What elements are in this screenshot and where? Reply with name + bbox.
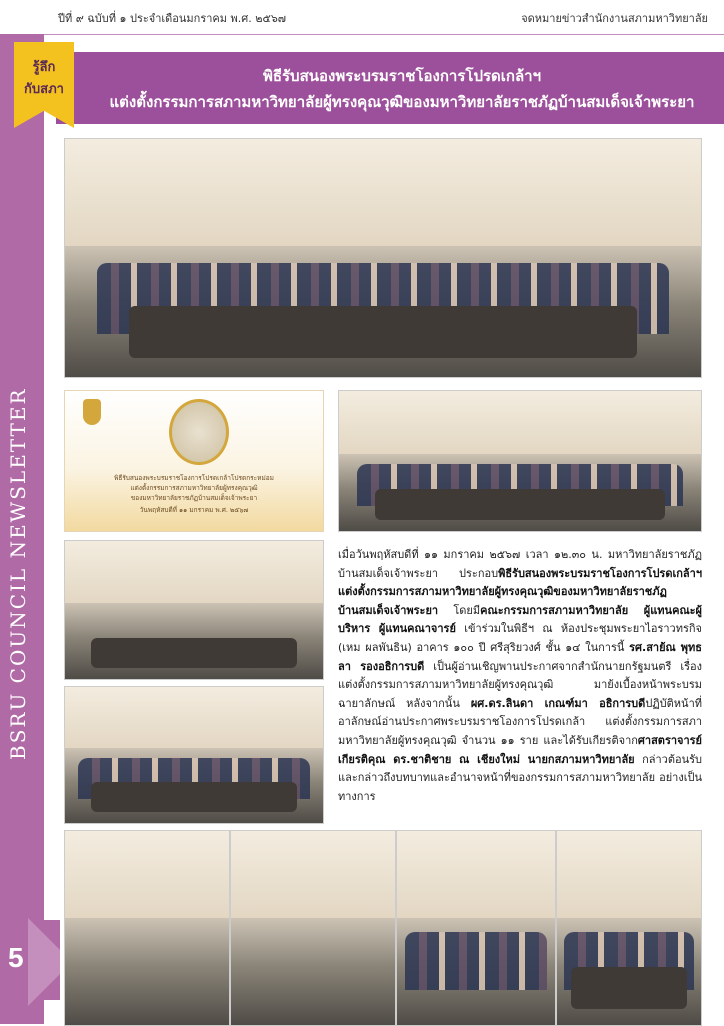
photo-table [375, 489, 665, 520]
tag-line-1: รู้ลึก [32, 60, 56, 75]
photo-speaker [64, 540, 324, 680]
photo-officer-man [230, 830, 396, 1026]
article-text: โดยมี [438, 603, 481, 617]
article-text: เข้าร่วมในพิธีฯ ณ ห้องประชุมพระยาไอราวทรกิจ (เหม ผลพันธิน) อาคาร ๑๐๐ ปี ศรีสุริยวงศ์ ชั้น ๑๔ ในการนี้ [338, 622, 702, 654]
photo-table [91, 782, 297, 812]
photo-wall [65, 541, 323, 603]
article-bold: ศาสตราจารย์เกียรติคุณ ดร.ชาติชาย ณ เชียงใหม่ นายกสภามหาวิทยาลัย [338, 733, 702, 766]
article-title-line-2: แต่งตั้งกรรมการสภามหาวิทยาลัยผู้ทรงคุณวุฒิของมหาวิทยาลัยราชภัฏบ้านสมเด็จเจ้าพระยา [109, 93, 695, 111]
article-bold: รศ.สาย้ณ พุทธลา รองอธิการบดี [338, 640, 703, 673]
article-body [338, 546, 702, 806]
article-title-line-1: พิธีรับสนองพระบรมราชโองการโปรดเกล้าฯ [262, 67, 542, 85]
article-text: กล่าวต้อนรับและกล่าวถึงบทบาทและอำนาจหน้าที่ของกรรมการสภามหาวิทยาลัย อย่างเป็นทางการ [338, 752, 702, 803]
photo-table [91, 638, 297, 668]
emblem-icon [83, 399, 101, 425]
page-header [0, 0, 724, 35]
photo-wall [65, 687, 323, 748]
photo-announcer-woman [64, 830, 230, 1026]
publication-name: จดหมายข่าวสำนักงานสภามหาวิทยาลัย [521, 12, 708, 25]
photo-wall [397, 831, 555, 918]
invite-line-4: วันพฤหัสบดีที่ ๑๑ มกราคม พ.ศ. ๒๕๖๗ [139, 506, 249, 514]
article-text: เป็นผู้อ่านเชิญพานประกาศจากสำนักนายกรัฐมนตรี เรื่อง แต่งตั้งกรรมการสภามหาวิทยาลัยผู้ทรงคุณวุฒิ มาย้งเบื้องหน้าพระบรมฉายาลักษณ์ หลังจากนั้น [338, 659, 702, 710]
photo-wall [65, 139, 701, 246]
article-bold: คณะกรรมการสภามหาวิทยาลัย ผู้แทนคณะผู้บริหาร ผู้แทนคณาจารย์ [338, 603, 702, 636]
invite-line-3: ของมหาวิทยาลัยราชภัฏบ้านสมเด็จเจ้าพระยา [130, 494, 258, 502]
photo-table [571, 967, 686, 1010]
issue-info: ปีที่ ๙ ฉบับที่ ๑ ประจำเดือนมกราคม พ.ศ. ๒๕๖๗ [58, 12, 287, 25]
invite-line-1: พิธีรับสนองพระบรมราชโองการโปรดเกล้าโปรดกระหม่อม [114, 474, 274, 482]
photo-wall [557, 831, 701, 918]
photo-meeting-main [64, 138, 702, 378]
photo-room-wide [556, 830, 702, 1026]
photo-wall [65, 831, 229, 918]
article-bold: พิธีรับสนองพระบรมราชโองการโปรดเกล้าฯ แต่งตั้งกรรมการสภามหาวิทยาลัยผู้ทรงคุณวุฒิของมหาวิทยาลัยราชภัฏบ้านสมเด็จเจ้าพระยา [338, 566, 702, 617]
sidebar-brand: BSRU COUNCIL NEWSLETTER [6, 387, 30, 760]
photo-wall [339, 391, 701, 454]
photo-attendees-seated [396, 830, 556, 1026]
photo-wall [231, 831, 395, 918]
article-bold: ผศ.ดร.ลินดา เกณฑ์มา อธิการบดี [470, 696, 646, 710]
photo-ceremony-room [338, 390, 702, 532]
photo-table [129, 306, 638, 358]
article-text: เมื่อวันพฤหัสบดีที่ ๑๑ มกราคม ๒๕๖๗ เวลา ๑๒.๓๐ น. มหาวิทยาลัยราชภัฏบ้านสมเด็จเจ้าพระยา ประกอบ [338, 548, 702, 580]
tag-line-2: กับสภา [24, 82, 64, 97]
page-number: 5 [8, 942, 24, 973]
invite-line-2: แต่งตั้งกรรมการสภามหาวิทยาลัยผู้ทรงคุณวุฒิ [130, 484, 258, 492]
article-text: ปฏิบัติหน้าที่อาลักษณ์อ่านประกาศพระบรมราชโองการโปรดเกล้า แต่งตั้งกรรมการสภามหาวิทยาลัยผู้ทรงคุณวุฒิ จำนวน ๑๑ ราย และได้รับเกียรติจาก [338, 696, 703, 747]
photo-attendees [64, 686, 324, 824]
portrait-frame [169, 399, 229, 465]
photo-people [405, 932, 547, 990]
invitation-card [64, 390, 324, 532]
